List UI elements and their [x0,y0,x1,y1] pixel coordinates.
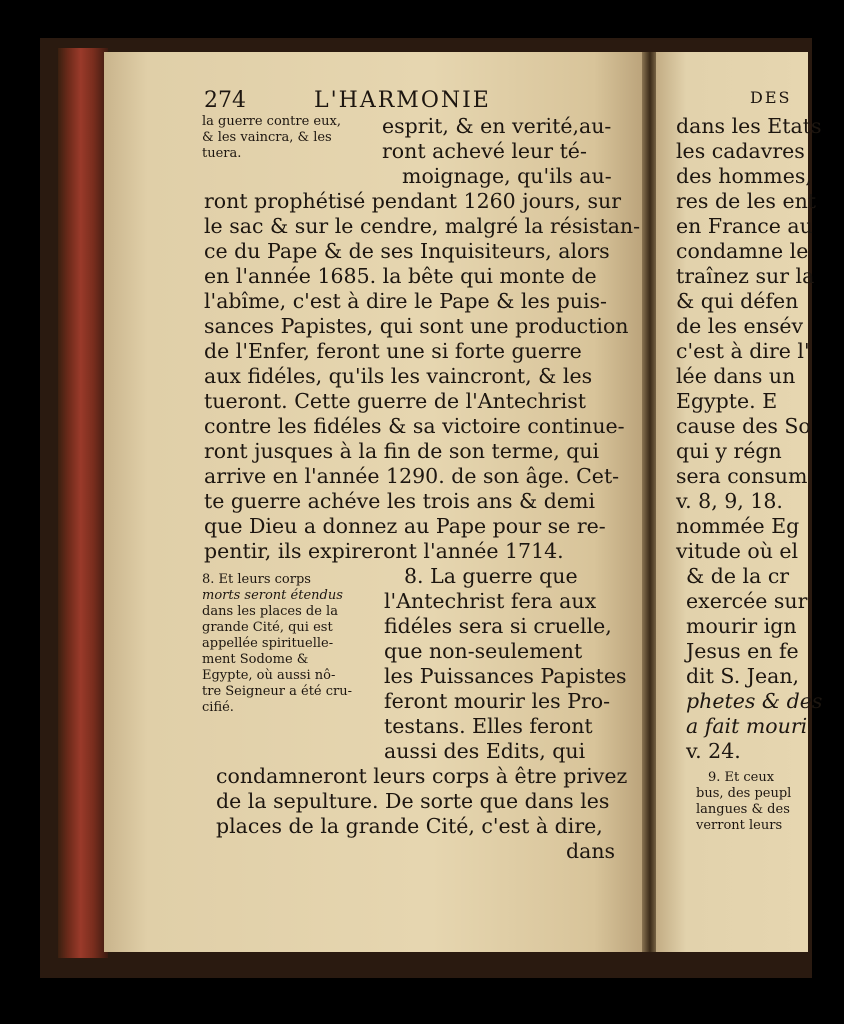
text-line: dans les Etats [676,114,822,138]
text-line: ront prophétisé pendant 1260 jours, sur [204,189,622,213]
text-line: vitude où el [676,539,799,563]
text-line: les Puissances Papistes [384,664,627,688]
text-line: l'Antechrist fera aux [384,589,597,613]
right-page [656,52,823,952]
text-line: moignage, qu'ils au- [402,164,612,188]
note-line: 9. Et ceux [708,770,775,785]
text-line: lée dans un [676,364,796,388]
text-line: feront mourir les Pro- [384,689,611,713]
text-line: pentir, ils expireront l'année 1714. [204,539,564,563]
note-line: tuera. [202,146,242,161]
note-line: Egypte, où aussi nô- [202,668,336,683]
note-line: grande Cité, qui est [202,620,333,635]
text-line: Jesus en fe [686,639,799,663]
text-line: dit S. Jean, [686,664,800,688]
page-edges [58,48,108,958]
text-line: fidéles sera si cruelle, [384,614,612,638]
text-line: ce du Pape & de ses Inquisiteurs, alors [204,239,610,263]
text-line: que non-seulement [384,639,583,663]
text-line: traînez sur la [676,264,815,288]
text-line: contre les fidéles & sa victoire continue- [204,414,625,438]
running-head: L'HARMONIE [314,88,491,113]
note-line: & les vaincra, & les [202,130,332,145]
page-number: 274 [204,88,246,113]
text-line: cause des So [676,414,811,438]
text-line: de les ensév [676,314,804,338]
text-line: res de les ent [676,189,817,213]
text-line: en France au [676,214,813,238]
note-line: tre Seigneur a été cru- [202,684,353,699]
text-line: le sac & sur le cendre, malgré la résistan- [204,214,641,238]
text-line: condamneront leurs corps à être privez [216,764,628,788]
text-line: que Dieu a donnez au Pape pour se re- [204,514,606,538]
text-line: exercée sur [686,589,808,613]
note-line: verront leurs [696,818,783,833]
text-line: a fait mouri [686,714,808,738]
text-line: & de la cr [686,564,790,588]
running-head: DES [750,88,792,107]
text-line: v. 24. [686,739,741,763]
text-line: places de la grande Cité, c'est à dire, [216,814,603,838]
text-line: tueront. Cette guerre de l'Antechrist [204,389,586,413]
text-line: sances Papistes, qui sont une production [204,314,629,338]
text-line: de l'Enfer, feront une si forte guerre [204,339,582,363]
text-line: aux fidéles, qu'ils les vaincront, & les [204,364,593,388]
text-line: de la sepulture. De sorte que dans les [216,789,610,813]
text-line: mourir ign [686,614,797,638]
text-line: aussi des Edits, qui [384,739,586,763]
text-line: les cadavres [676,139,805,163]
text-line: testans. Elles feront [384,714,593,738]
left-page [104,52,648,952]
note-line: la guerre contre eux, [202,114,341,129]
text-line: v. 8, 9, 18. [676,489,783,513]
catchword: dans [566,839,616,863]
text-line: c'est à dire l' [676,339,810,363]
note-line: ment Sodome & [202,652,309,667]
text-line: esprit, & en verité,au- [382,114,612,138]
text-line: qui y régn [676,439,782,463]
note-line: dans les places de la [202,604,338,619]
note-line: bus, des peupl [696,786,792,801]
text-line: arrive en l'année 1290. de son âge. Cet- [204,464,620,488]
text-line: & qui défen [676,289,799,313]
text-line: en l'année 1685. la bête qui monte de [204,264,597,288]
text-line: condamne le [676,239,809,263]
text-line: ront achevé leur té- [382,139,587,163]
note-line: 8. Et leurs corps [202,572,311,587]
text-line: des hommes, [676,164,812,188]
text-line: Egypte. E [676,389,778,413]
note-line: cifié. [202,700,234,715]
text-line: phetes & des [686,689,823,713]
note-line: langues & des [696,802,790,817]
text-line: nommée Eg [676,514,800,538]
text-line: sera consum [676,464,808,488]
note-line: morts seront étendus [202,588,343,603]
text-line: l'abîme, c'est à dire le Pape & les puis- [204,289,607,313]
note-line: appellée spirituelle- [202,636,334,651]
text-line: 8. La guerre que [404,564,578,588]
text-line: te guerre achéve les trois ans & demi [204,489,596,513]
text-line: ront jusques à la fin de son terme, qui [204,439,600,463]
